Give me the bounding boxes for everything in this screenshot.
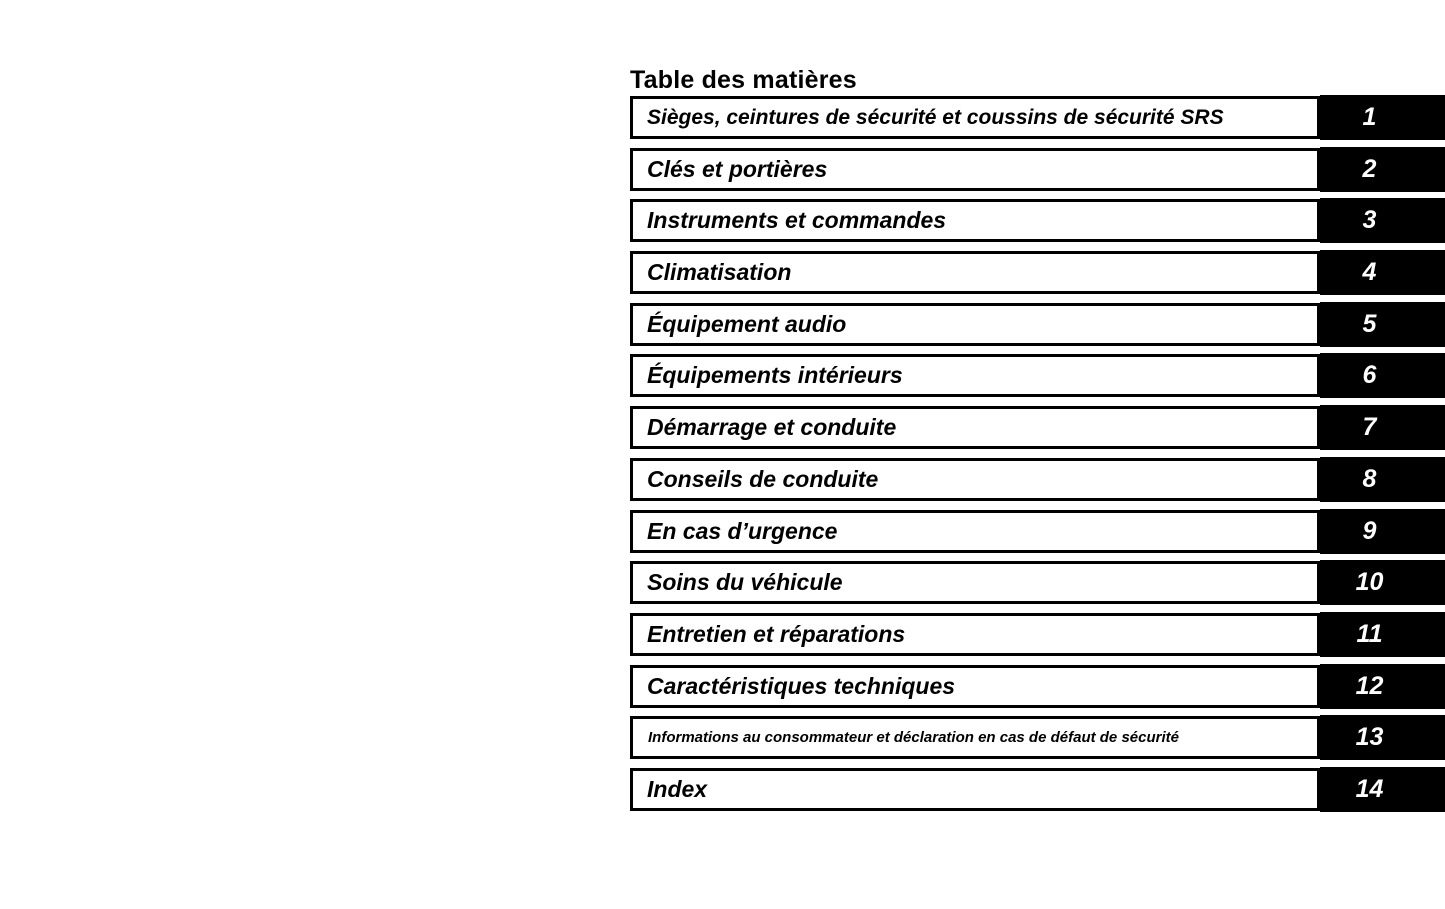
toc-entry-title: Équipement audio	[647, 310, 847, 337]
toc-entry-number: 6	[1362, 361, 1377, 390]
toc-entry-number-tab[interactable]	[1320, 560, 1445, 605]
toc-entry[interactable]	[630, 768, 1445, 811]
table-of-contents-list	[630, 96, 1445, 820]
toc-entry[interactable]	[630, 251, 1445, 294]
toc-entry-number-tab[interactable]	[1320, 353, 1445, 398]
toc-entry-number: 7	[1362, 413, 1377, 442]
toc-entry-title: Informations au consommateur et déclaration en cas de défaut de sécurité	[648, 729, 1179, 747]
toc-entry-number-tab[interactable]	[1320, 664, 1445, 709]
toc-entry-title-box[interactable]	[630, 561, 1320, 604]
toc-entry-number: 2	[1362, 154, 1377, 183]
toc-entry-number: 13	[1355, 723, 1384, 752]
toc-entry-title-box[interactable]	[630, 406, 1320, 449]
toc-entry-title: Soins du véhicule	[647, 569, 843, 596]
toc-entry[interactable]	[630, 96, 1445, 139]
toc-entry-number: 4	[1362, 258, 1377, 287]
toc-entry[interactable]	[630, 458, 1445, 501]
page-title: Table des matières	[630, 65, 857, 94]
toc-entry-title: Équipements intérieurs	[647, 362, 903, 389]
toc-entry[interactable]	[630, 561, 1445, 604]
toc-entry-number: 5	[1362, 309, 1377, 338]
toc-entry-title: Caractéristiques techniques	[647, 672, 956, 699]
toc-entry-title-box[interactable]	[630, 510, 1320, 553]
toc-entry-title: Instruments et commandes	[647, 207, 947, 234]
toc-entry-title-box[interactable]	[630, 665, 1320, 708]
toc-entry-number: 1	[1362, 103, 1377, 131]
toc-entry-title: Climatisation	[647, 259, 792, 286]
toc-entry[interactable]	[630, 406, 1445, 449]
toc-entry-title-box[interactable]	[630, 716, 1320, 759]
toc-entry-number-tab[interactable]	[1320, 612, 1445, 657]
toc-entry[interactable]	[630, 354, 1445, 397]
toc-entry-number-tab[interactable]	[1320, 302, 1445, 347]
toc-entry-number: 9	[1362, 516, 1377, 545]
toc-entry-title: Clés et portières	[647, 155, 828, 182]
toc-entry[interactable]	[630, 716, 1445, 759]
toc-entry[interactable]	[630, 148, 1445, 191]
toc-entry-title-box[interactable]	[630, 148, 1320, 191]
toc-entry-title: Démarrage et conduite	[647, 414, 897, 441]
toc-entry-title: Sièges, ceintures de sécurité et coussins de sécurité SRS	[647, 106, 1224, 129]
toc-entry-number: 12	[1355, 671, 1384, 700]
toc-entry-number-tab[interactable]	[1320, 509, 1445, 554]
toc-entry-title-box[interactable]	[630, 768, 1320, 811]
toc-entry-number-tab[interactable]	[1320, 767, 1445, 812]
toc-entry-title-box[interactable]	[630, 96, 1320, 139]
toc-entry-title-box[interactable]	[630, 199, 1320, 242]
toc-entry-title-box[interactable]	[630, 458, 1320, 501]
toc-entry-title: Entretien et réparations	[647, 620, 906, 647]
toc-entry-number-tab[interactable]	[1320, 457, 1445, 502]
toc-entry-number-tab[interactable]	[1320, 405, 1445, 450]
toc-entry-title: Index	[647, 775, 708, 802]
toc-entry-title: En cas d’urgence	[647, 517, 838, 544]
toc-entry-number-tab[interactable]	[1320, 715, 1445, 760]
toc-entry[interactable]	[630, 665, 1445, 708]
toc-entry-number-tab[interactable]	[1320, 147, 1445, 192]
toc-entry-number-tab[interactable]	[1320, 198, 1445, 243]
toc-entry-number: 3	[1362, 206, 1377, 235]
toc-entry-title-box[interactable]	[630, 303, 1320, 346]
toc-entry[interactable]	[630, 303, 1445, 346]
toc-entry-number: 14	[1355, 774, 1384, 803]
toc-entry-number-tab[interactable]	[1320, 250, 1445, 295]
toc-entry-title-box[interactable]	[630, 613, 1320, 656]
toc-entry-title-box[interactable]	[630, 354, 1320, 397]
toc-entry[interactable]	[630, 613, 1445, 656]
toc-entry-number-tab[interactable]	[1320, 95, 1445, 140]
toc-entry-title-box[interactable]	[630, 251, 1320, 294]
toc-entry-number: 11	[1356, 619, 1383, 648]
toc-entry[interactable]	[630, 199, 1445, 242]
toc-entry-number: 10	[1355, 568, 1384, 597]
toc-entry-number: 8	[1362, 464, 1377, 493]
toc-entry[interactable]	[630, 510, 1445, 553]
toc-entry-title: Conseils de conduite	[647, 465, 879, 492]
